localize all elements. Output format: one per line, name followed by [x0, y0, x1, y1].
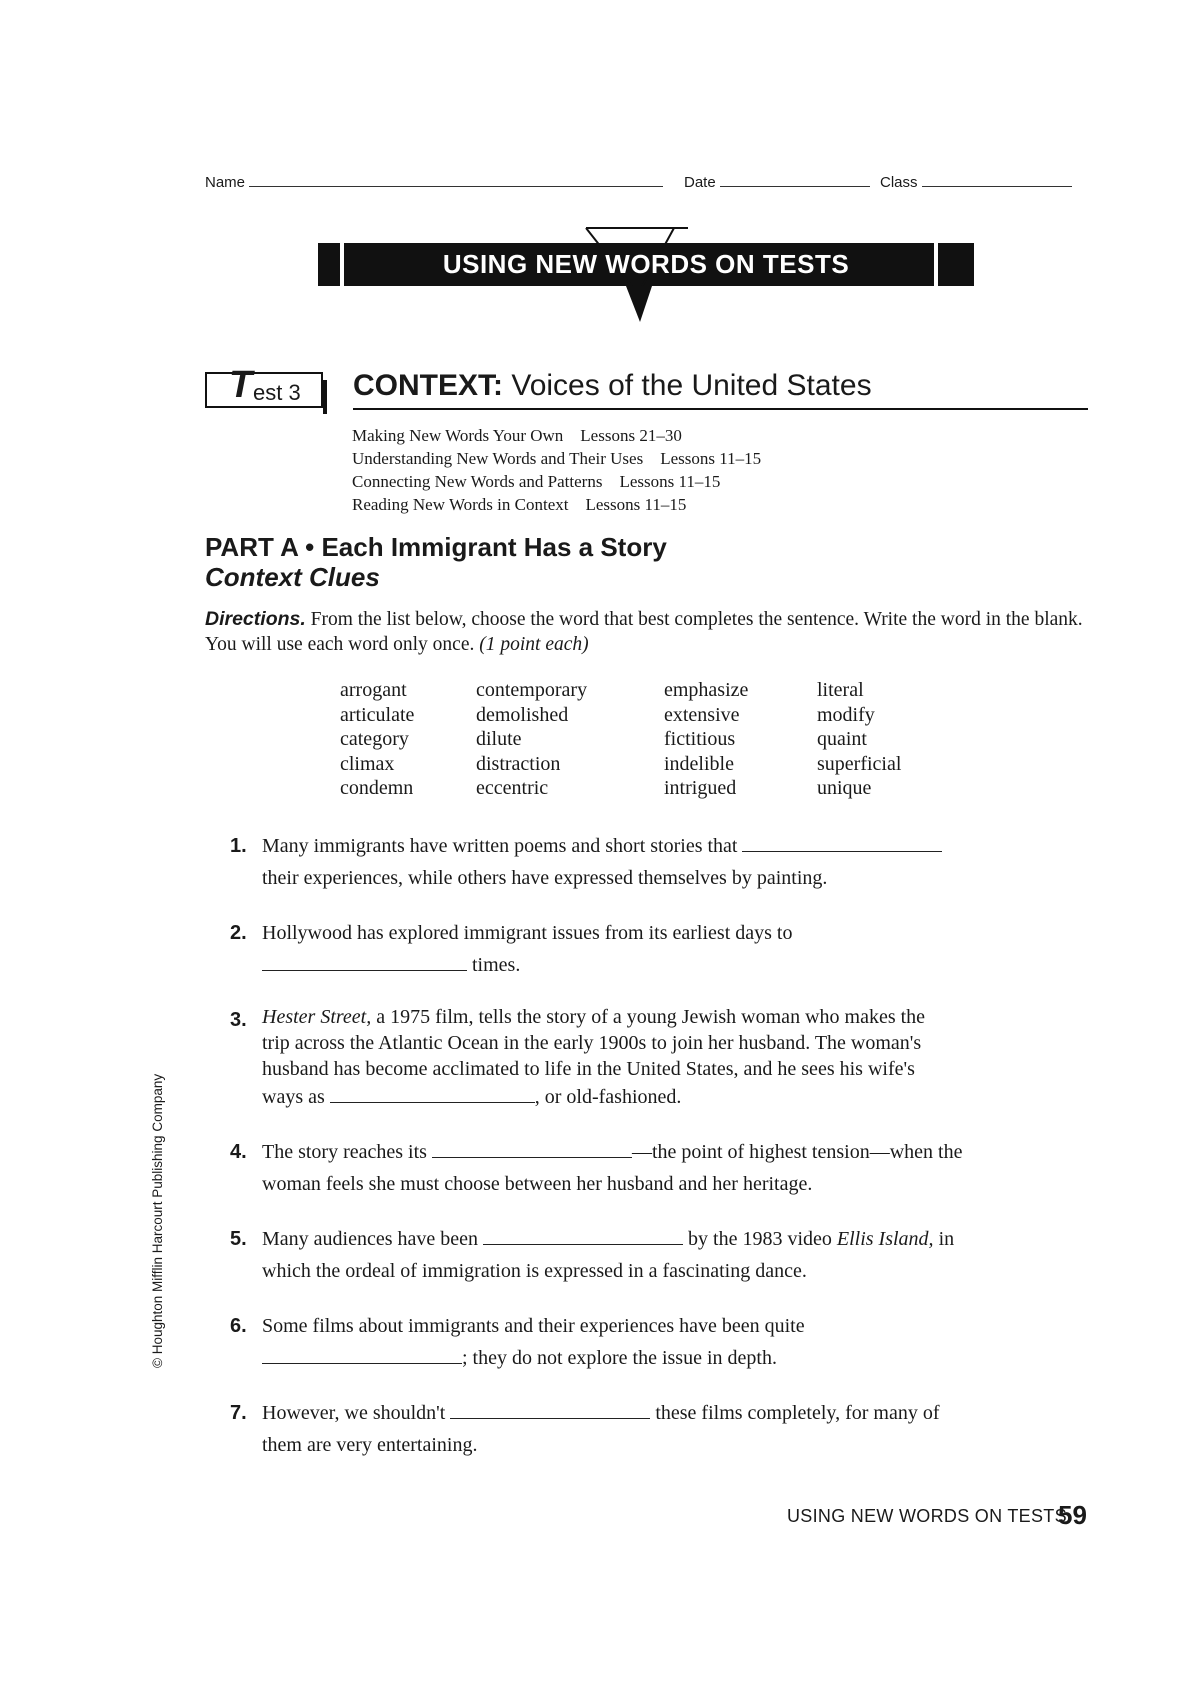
- question-text: Hollywood has explored immigrant issues from its earliest days to: [262, 922, 793, 944]
- question-text: The story reaches its: [262, 1141, 427, 1163]
- question-text: their experiences, while others have expressed themselves by painting.: [262, 867, 828, 889]
- question-text: by the 1983 video: [683, 1228, 837, 1250]
- question-text: woman feels she must choose between her husband and her heritage.: [262, 1173, 813, 1195]
- class-label: Class: [880, 174, 918, 191]
- word-bank-word: distraction: [476, 752, 561, 775]
- lesson-item: Making New Words Your Own Lessons 21–30: [352, 426, 682, 445]
- lesson-item: Understanding New Words and Their Uses Lessons 11–15: [352, 449, 762, 468]
- context-rule: [353, 408, 1088, 410]
- lesson-item: Reading New Words in Context Lessons 11–15: [352, 495, 687, 514]
- word-bank-word: demolished: [476, 703, 569, 726]
- word-bank-word: quaint: [817, 728, 867, 750]
- directions-label: Directions.: [205, 608, 306, 630]
- word-bank-word: emphasize: [664, 679, 749, 701]
- context-label: CONTEXT:: [353, 369, 503, 402]
- test-badge-bar: [323, 380, 327, 414]
- test-badge-rest: est 3: [253, 380, 301, 405]
- question-text: , or old-fashioned.: [534, 1086, 682, 1108]
- word-bank-word: eccentric: [476, 777, 549, 799]
- footer-title: USING NEW WORDS ON TESTS: [787, 1506, 1067, 1526]
- film-title: Hester Street,: [262, 1006, 372, 1028]
- word-bank-word: category: [340, 728, 409, 750]
- date-blank[interactable]: [720, 172, 870, 187]
- word-bank-word: fictitious: [664, 728, 736, 750]
- name-label: Name: [205, 174, 246, 191]
- answer-blank-1[interactable]: [742, 833, 942, 852]
- word-bank-word: unique: [817, 777, 872, 799]
- question-number: 2.: [230, 922, 247, 944]
- part-heading: PART A • Each Immigrant Has a Story: [205, 532, 667, 562]
- word-bank-word: condemn: [340, 777, 414, 799]
- lesson-item: Connecting New Words and Patterns Lessons 11–15: [352, 472, 721, 491]
- question-text: ; they do not explore the issue in depth.: [462, 1347, 777, 1369]
- question-text: husband has become acclimated to life in the United States, and he sees his wife's: [262, 1058, 915, 1080]
- date-field[interactable]: [684, 172, 870, 191]
- class-field[interactable]: [880, 172, 1072, 191]
- word-bank-word: arrogant: [340, 679, 407, 701]
- question-number: 6.: [230, 1315, 247, 1337]
- question-text: in: [933, 1228, 955, 1250]
- word-bank-word: literal: [817, 679, 864, 701]
- word-bank-word: indelible: [664, 752, 734, 775]
- class-blank[interactable]: [922, 172, 1072, 187]
- part-subheading: Context Clues: [205, 562, 380, 592]
- question-text: times.: [472, 954, 521, 976]
- name-blank[interactable]: [249, 172, 663, 187]
- word-bank-word: articulate: [340, 703, 415, 726]
- word-bank-word: superficial: [817, 752, 902, 775]
- question-text: However, we shouldn't: [262, 1402, 446, 1424]
- test-badge: [205, 364, 323, 408]
- publisher-credit: © Houghton Mifflin Harcourt Publishing Company: [150, 1073, 165, 1368]
- context-title: Voices of the United States: [511, 369, 872, 402]
- answer-blank-7[interactable]: [450, 1400, 650, 1419]
- question-number: 1.: [230, 835, 247, 857]
- question-text: —the point of highest tension—when the: [631, 1141, 963, 1163]
- answer-blank-6[interactable]: [262, 1345, 462, 1364]
- lesson-list: [352, 424, 761, 516]
- film-title: Ellis Island,: [836, 1228, 934, 1250]
- test-badge-initial: T: [229, 364, 253, 406]
- directions: [205, 607, 1090, 657]
- question-text: them are very entertaining.: [262, 1434, 478, 1456]
- question-text: which the ordeal of immigration is expressed in a fascinating dance.: [262, 1260, 807, 1282]
- name-field[interactable]: [205, 172, 663, 191]
- banner-title: USING NEW WORDS ON TESTS: [442, 249, 850, 279]
- question-number: 5.: [230, 1228, 247, 1250]
- directions-text: From the list below, choose the word that best completes the sentence. Write the word in the blank. You will use each word only once.: [205, 609, 1083, 655]
- page-number: 59: [1058, 1500, 1087, 1530]
- answer-blank-5[interactable]: [483, 1226, 683, 1245]
- answer-blank-2[interactable]: [262, 952, 467, 971]
- question-text: a 1975 film, tells the story of a young Jewish woman who makes the: [371, 1006, 926, 1028]
- context-heading: [353, 369, 872, 403]
- word-bank-column: [476, 678, 676, 801]
- word-bank-column: [817, 678, 1017, 801]
- word-bank-word: climax: [340, 752, 395, 775]
- answer-blank-3[interactable]: [330, 1084, 535, 1103]
- question-text: Many audiences have been: [262, 1228, 479, 1250]
- question-text: ways as: [262, 1086, 325, 1108]
- question-text: Many immigrants have written poems and short stories that: [262, 835, 738, 857]
- question-text: Some films about immigrants and their experiences have been quite: [262, 1315, 805, 1337]
- directions-points: (1 point each): [479, 634, 589, 655]
- question-number: 4.: [230, 1141, 247, 1163]
- question-number: 3.: [230, 1009, 247, 1031]
- question-number: 7.: [230, 1402, 247, 1424]
- answer-blank-4[interactable]: [432, 1139, 632, 1158]
- question-text: trip across the Atlantic Ocean in the early 1900s to join her husband. The woman's: [262, 1032, 922, 1054]
- word-bank-word: intrigued: [664, 777, 737, 799]
- question-text: these films completely, for many of: [650, 1402, 940, 1424]
- date-label: Date: [684, 174, 716, 191]
- word-bank-word: modify: [817, 703, 875, 726]
- word-bank-word: dilute: [476, 728, 522, 750]
- word-bank-word: contemporary: [476, 679, 588, 701]
- word-bank-word: extensive: [664, 703, 740, 726]
